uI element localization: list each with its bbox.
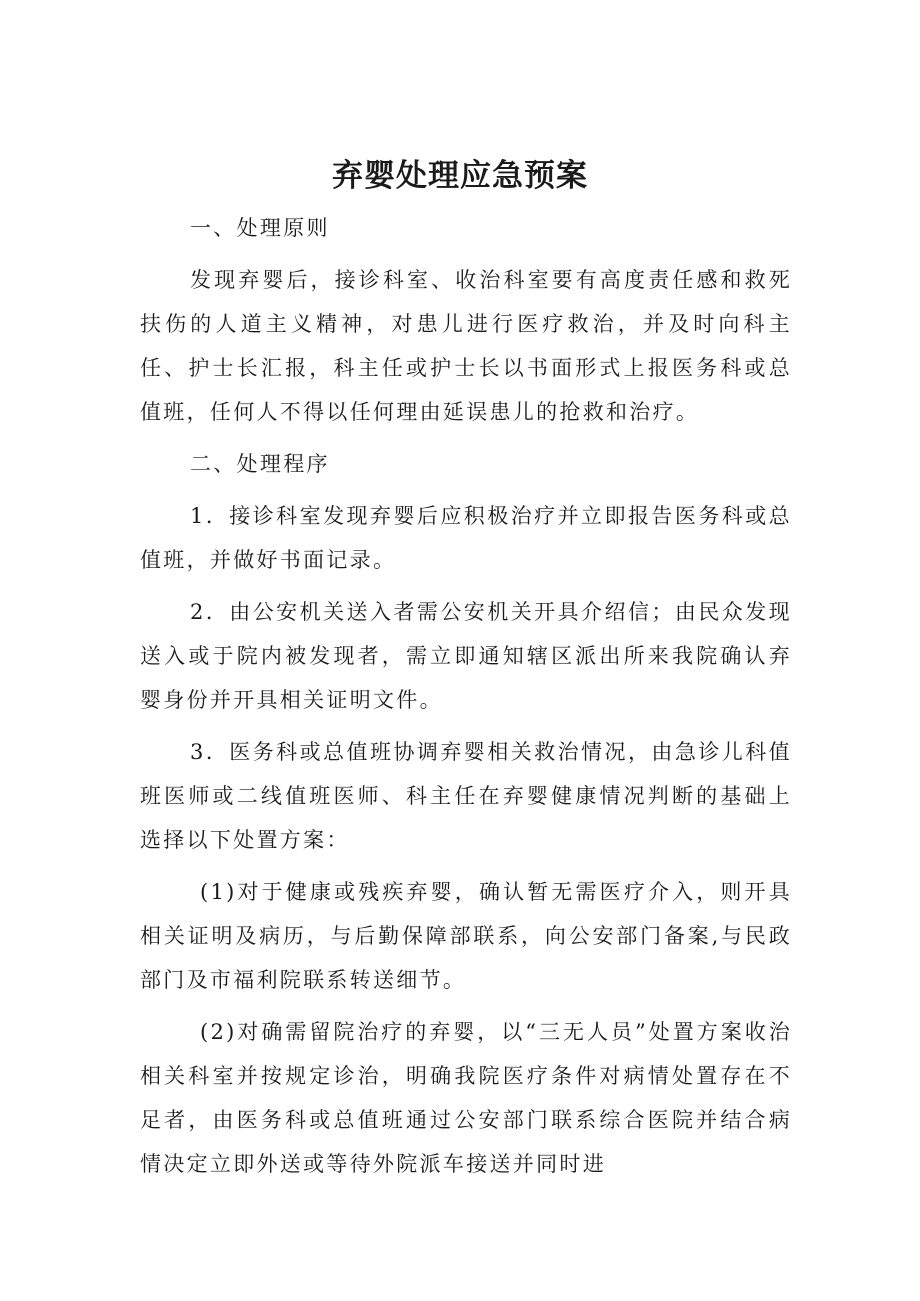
section-heading-procedure: 二、处理程序 — [190, 452, 330, 476]
procedure-step-3: 3．医务科或总值班协调弃婴相关救治情况，由急诊儿科值班医师或二线值班医师、科主任在弃婴健康情况判断的基础上选择以下处置方案： — [140, 740, 792, 852]
procedure-step-2: 2．由公安机关送入者需公安机关开具介绍信；由民众发现送入或于院内被发现者，需立即通知辖区派出所来我院确认弃婴身份并开具相关证明文件。 — [140, 600, 792, 712]
document-body — [140, 206, 792, 1194]
section-heading-principles: 一、处理原则 — [190, 216, 330, 240]
procedure-option-2: (2)对确需留院治疗的弃婴，以“三无人员”处置方案收治相关科室并按规定诊治，明确我院医疗条件对病情处置存在不足者，由医务科或总值班通过公安部门联系综合医院并结合病情决定立即外送或等待外院派车接送并同时进 — [140, 1020, 792, 1176]
procedure-step-1: 1．接诊科室发现弃婴后应积极治疗并立即报告医务科或总值班，并做好书面记录。 — [140, 504, 792, 572]
procedure-option-1: (1)对于健康或残疾弃婴，确认暂无需医疗介入，则开具相关证明及病历，与后勤保障部联系，向公安部门备案,与民政部门及市福利院联系转送细节。 — [140, 880, 792, 992]
document-title: 弃婴处理应急预案 — [332, 158, 588, 194]
principles-paragraph: 发现弃婴后，接诊科室、收治科室要有高度责任感和救死扶伤的人道主义精神，对患儿进行医疗救治，并及时向科主任、护士长汇报，科主任或护士长以书面形式上报医务科或总值班，任何人不得以任何理由延误患儿的抢救和治疗。 — [140, 268, 792, 424]
